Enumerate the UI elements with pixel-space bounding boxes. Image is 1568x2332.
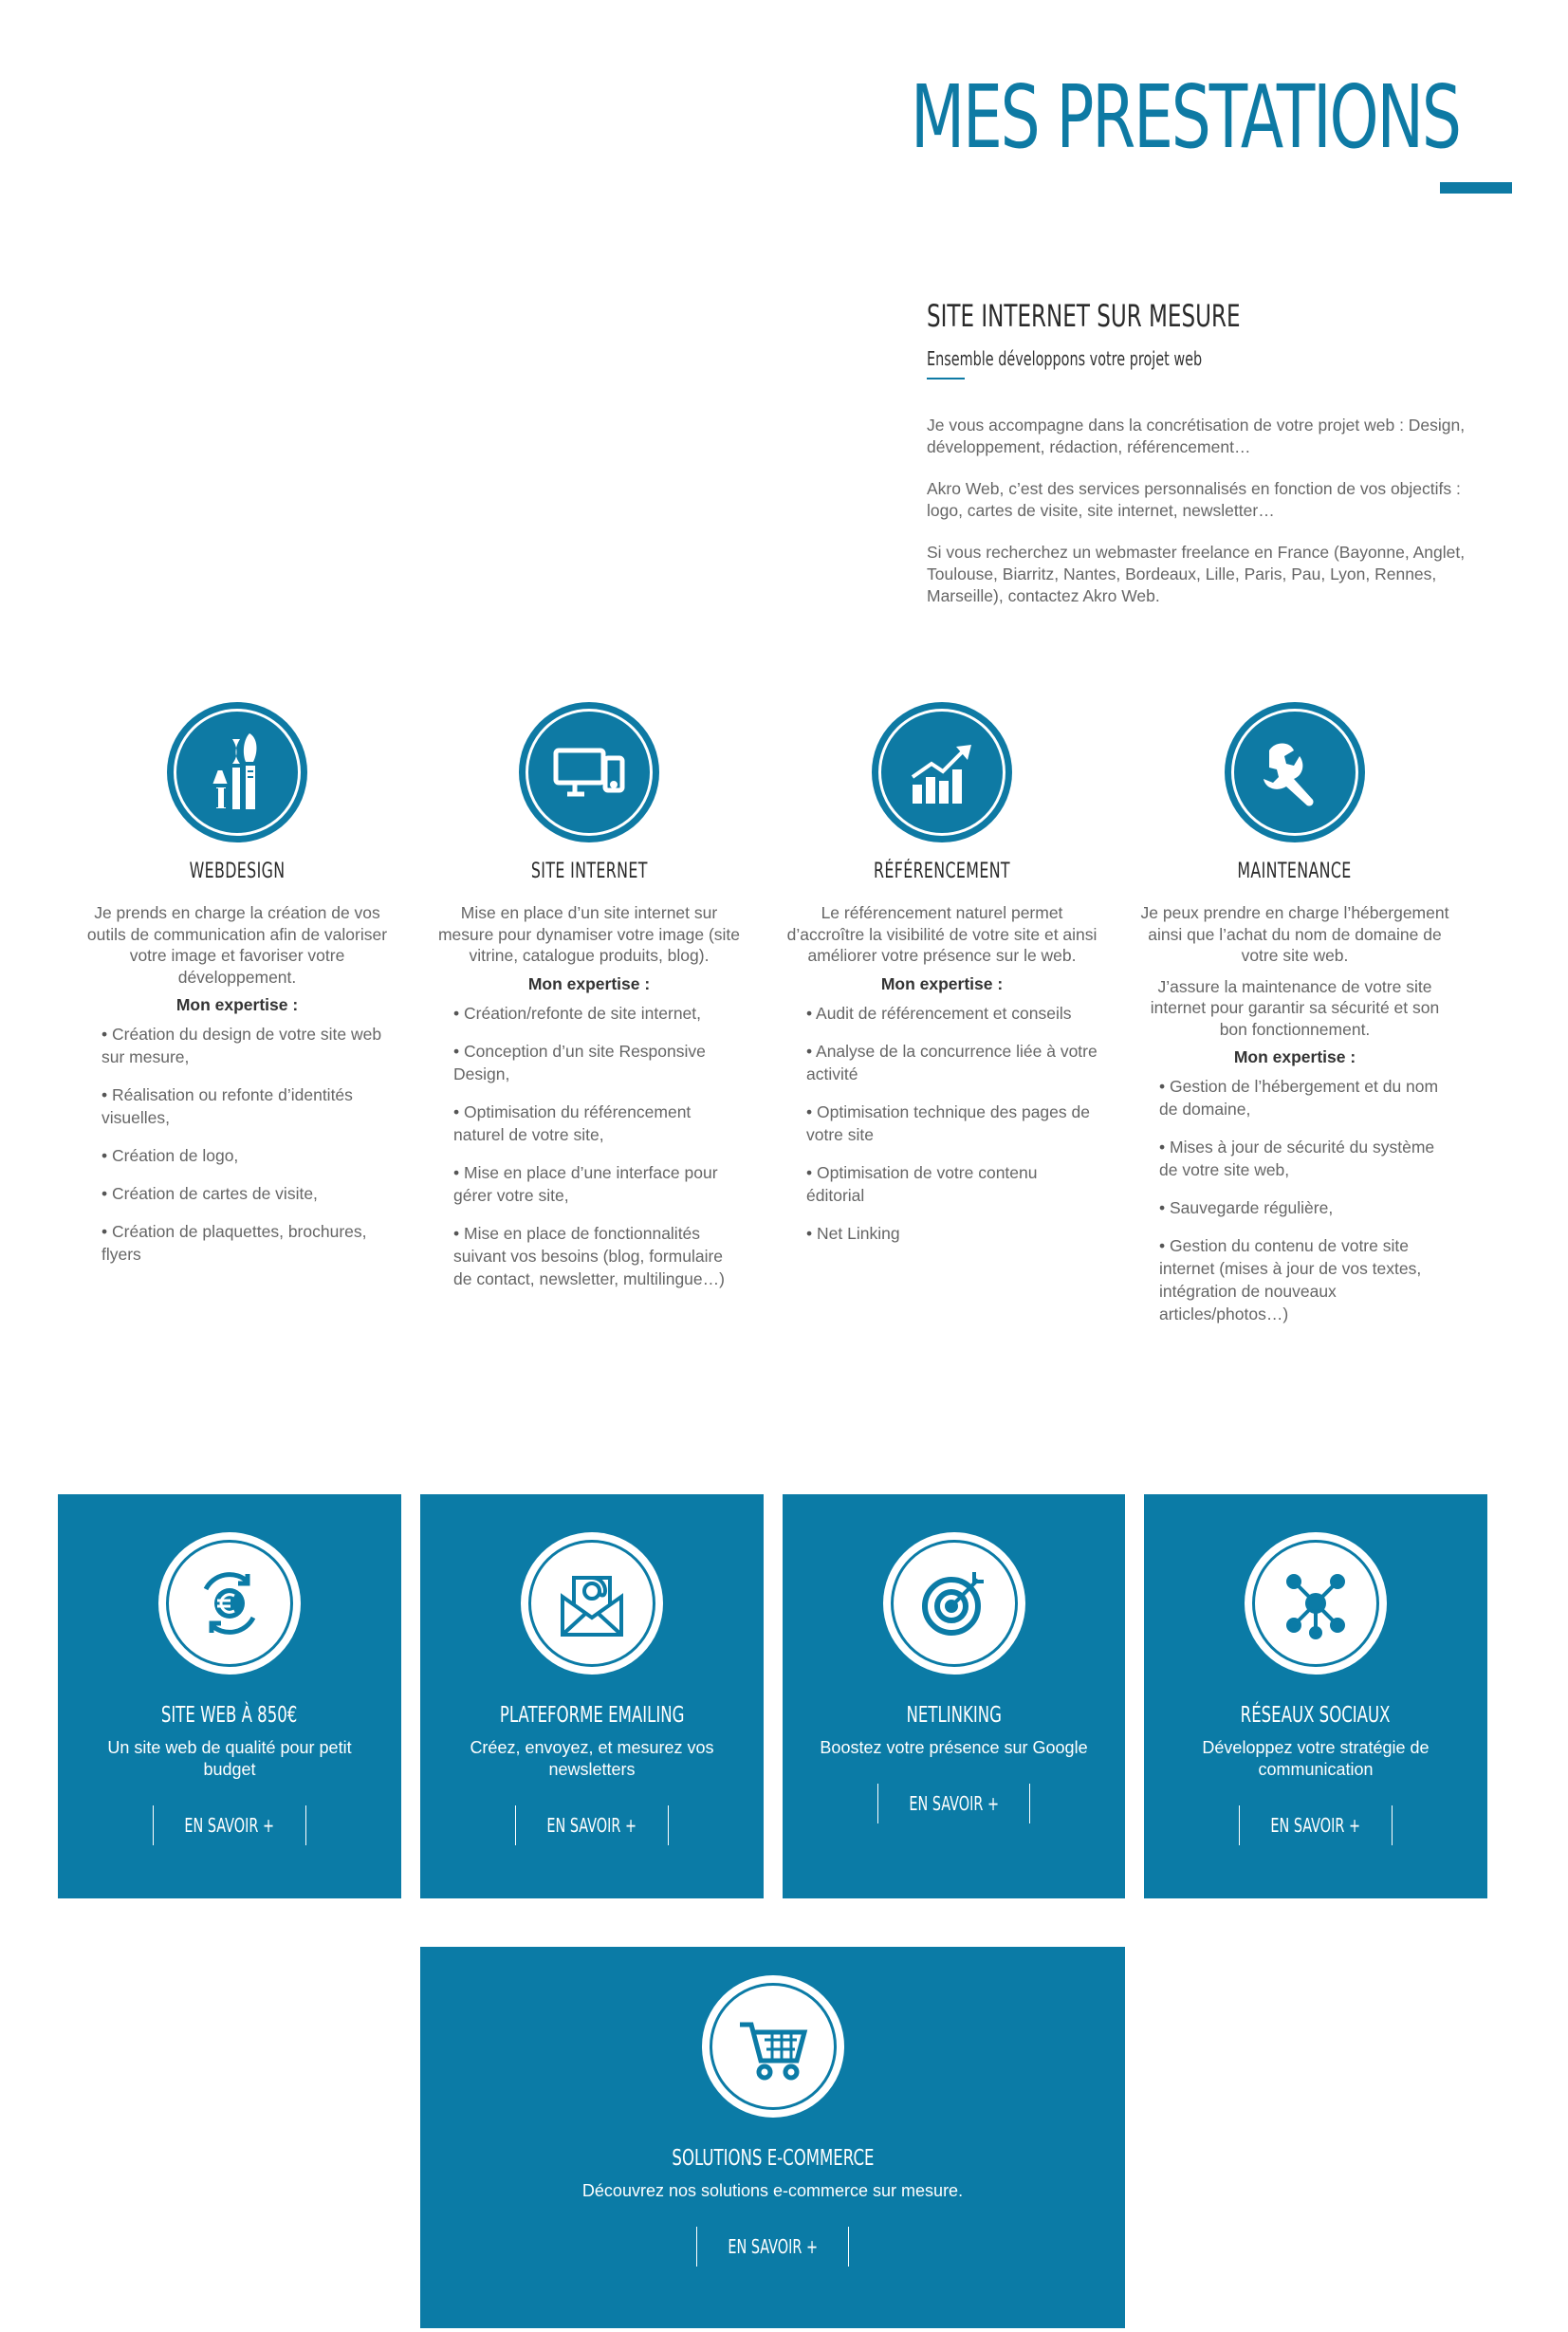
service-description: Je peux prendre en charge l’hébergement ainsi que l’achat du nom de domaine de votre site web. (1140, 903, 1449, 965)
list-item: • Optimisation du référencement naturel de votre site, (453, 1101, 746, 1146)
card-description: Un site web de qualité pour petit budget (107, 1738, 352, 1779)
expertise-list (785, 1002, 1098, 1245)
list-item: • Réalisation ou refonte d’identités visuelles, (101, 1083, 394, 1129)
expertise-label: Mon expertise : (880, 973, 1004, 993)
list-item: • Mise en place d’une interface pour gérer votre site, (453, 1161, 746, 1207)
card-title: PLATEFORME EMAILING (499, 1703, 685, 1728)
list-item: • Création/refonte de site internet, (453, 1002, 746, 1025)
intro-paragraph: Si vous recherchez un webmaster freelance en France (Bayonne, Anglet, Toulouse, Biarritz, Nantes, Bordeaux, Lille, Paris, Pau, Lyon, Rennes, Marseille), contactez Akro Web. (927, 543, 1466, 605)
card-solutions-ecommerce (420, 1947, 1125, 2328)
card-title: NETLINKING (906, 1703, 1002, 1728)
list-item: • Gestion de l’hébergement et du nom de domaine, (1159, 1075, 1451, 1120)
service-title: MAINTENANCE (1237, 860, 1353, 883)
expertise-list (1138, 1075, 1451, 1325)
list-item: • Mises à jour de sécurité du système de votre site web, (1159, 1136, 1451, 1181)
en-savoir-plus-button[interactable]: EN SAVOIR + (877, 1784, 1030, 1823)
card-description: Boostez votre présence sur Google (820, 1738, 1088, 1757)
intro-paragraph: Akro Web, c’est des services personnalisés en fonction de vos objectifs : logo, cartes de visite, site internet, newsletter… (927, 479, 1461, 520)
card-reseaux-sociaux (1144, 1494, 1487, 1898)
list-item: • Net Linking (806, 1222, 1098, 1245)
title-underline (1440, 182, 1512, 194)
card-title: RÉSEAUX SOCIAUX (1241, 1703, 1391, 1728)
intro-paragraph: Je vous accompagne dans la concrétisation de votre projet web : Design, développement, rédaction, référencement… (927, 416, 1466, 456)
page-title: MES PRESTATIONS (911, 66, 1460, 168)
en-savoir-plus-button[interactable]: EN SAVOIR + (696, 2227, 849, 2267)
list-item: • Analyse de la concurrence liée à votre activité (806, 1040, 1098, 1085)
intro-subheading: Ensemble développons votre projet web (927, 347, 1203, 370)
service-description: Mise en place d’un site internet sur mesure pour dynamiser votre image (site vitrine, catalogue produits, blog). (437, 903, 741, 965)
expertise-label: Mon expertise : (175, 995, 299, 1014)
card-title: SITE WEB À 850€ (161, 1703, 298, 1728)
service-description: Je prends en charge la création de vos outils de communication afin de valoriser votre image et favoriser votre développement. (86, 903, 388, 987)
service-description: J’assure la maintenance de votre site internet pour garantir sa sécurité et son bon fonctionnement. (1150, 976, 1440, 1039)
devices-icon (519, 702, 659, 842)
en-savoir-plus-button[interactable]: EN SAVOIR + (153, 1805, 305, 1845)
intro-heading: SITE INTERNET SUR MESURE (927, 298, 1241, 334)
card-title: SOLUTIONS E-COMMERCE (671, 2146, 875, 2171)
list-item: • Création de logo, (101, 1144, 394, 1167)
list-item: • Création de plaquettes, brochures, flyers (101, 1220, 394, 1266)
network-icon (1245, 1532, 1387, 1675)
list-item: • Gestion du contenu de votre site internet (mises à jour de vos textes, intégration de nouveaux articles/photos…) (1159, 1234, 1451, 1325)
email-envelope-icon (521, 1532, 663, 1675)
service-webdesign (81, 702, 394, 1281)
service-referencement (785, 702, 1098, 1260)
card-plateforme-emailing (420, 1494, 764, 1898)
service-maintenance (1138, 702, 1451, 1341)
expertise-list (81, 1023, 394, 1266)
expertise-list (433, 1002, 746, 1290)
growth-chart-icon (872, 702, 1012, 842)
intro-divider (927, 378, 965, 379)
list-item: • Conception d’un site Responsive Design, (453, 1040, 746, 1085)
en-savoir-plus-button[interactable]: EN SAVOIR + (1239, 1805, 1392, 1845)
expertise-label: Mon expertise : (1233, 1047, 1356, 1066)
card-site-web-850 (58, 1494, 401, 1898)
service-title: SITE INTERNET (530, 860, 648, 883)
list-item: • Mise en place de fonctionnalités suivant vos besoins (blog, formulaire de contact, newsletter, multilingue…) (453, 1222, 746, 1290)
card-description: Découvrez nos solutions e-commerce sur mesure. (581, 2181, 964, 2200)
list-item: • Optimisation de votre contenu éditorial (806, 1161, 1098, 1207)
list-item: • Sauvegarde régulière, (1159, 1196, 1451, 1219)
card-netlinking (783, 1494, 1125, 1898)
list-item: • Création du design de votre site web sur mesure, (101, 1023, 394, 1068)
euro-cycle-icon (158, 1532, 301, 1675)
list-item: • Optimisation technique des pages de votre site (806, 1101, 1098, 1146)
shopping-cart-icon (702, 1975, 844, 2118)
wrench-icon (1225, 702, 1365, 842)
card-description: Créez, envoyez, et mesurez vos newsletters (470, 1738, 714, 1779)
list-item: • Création de cartes de visite, (101, 1182, 394, 1205)
en-savoir-plus-button[interactable]: EN SAVOIR + (515, 1805, 668, 1845)
service-title: RÉFÉRENCEMENT (874, 860, 1010, 883)
expertise-label: Mon expertise : (527, 973, 651, 993)
brushes-icon (167, 702, 307, 842)
service-title: WEBDESIGN (189, 860, 286, 883)
target-icon (883, 1532, 1025, 1675)
card-description: Développez votre stratégie de communication (1202, 1738, 1430, 1779)
service-description: Le référencement naturel permet d’accroître la visibilité de votre site et ainsi améliorer votre présence sur le web. (786, 903, 1098, 965)
list-item: • Audit de référencement et conseils (806, 1002, 1098, 1025)
service-site-internet (433, 702, 746, 1305)
